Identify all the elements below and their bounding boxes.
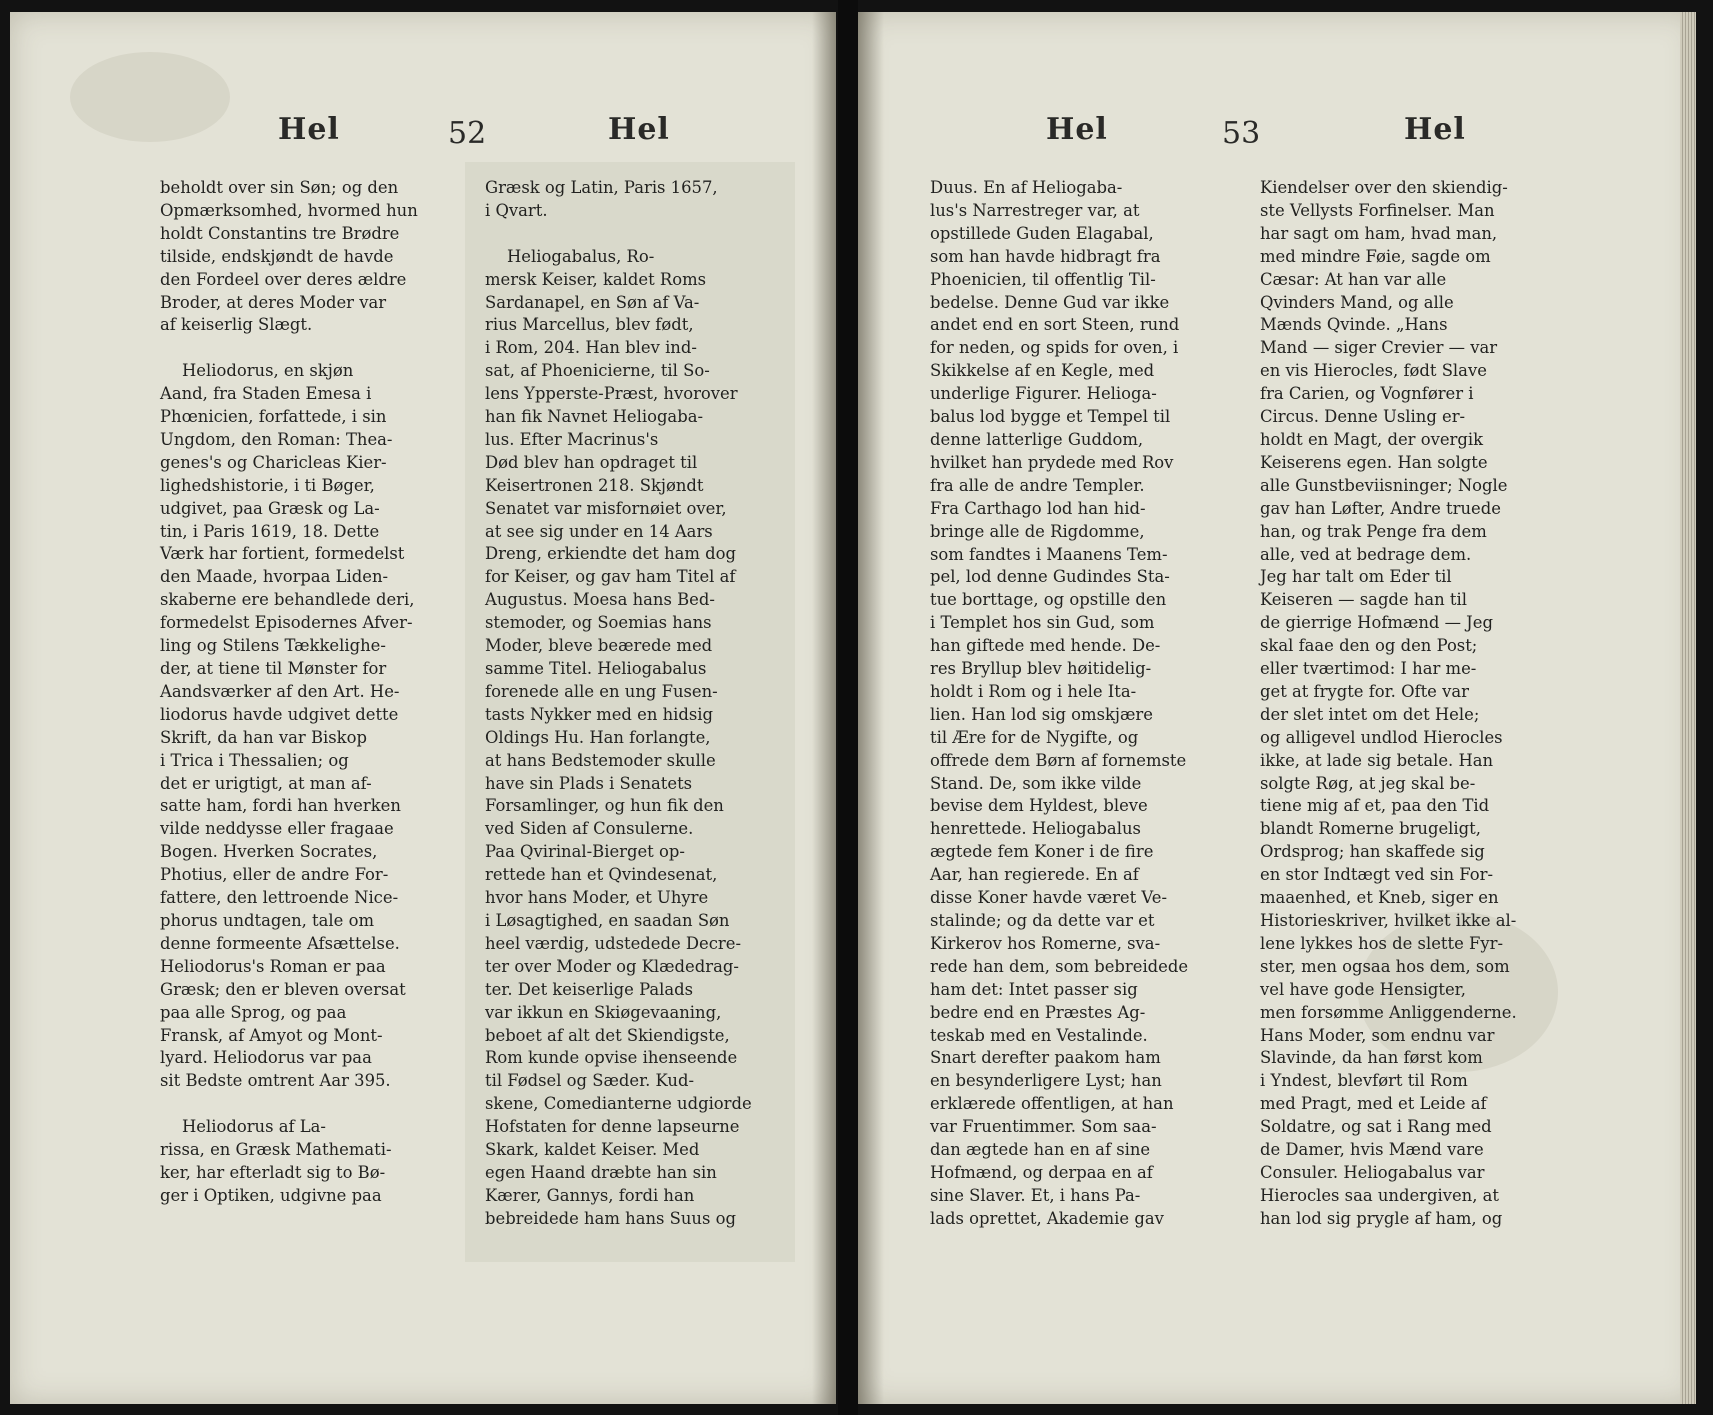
text-line: Augustus. Moesa hans Bed-: [485, 590, 715, 610]
text-line: tasts Nykker med en hidsig: [485, 704, 714, 724]
text-line: lene lykkes hos de slette Fyr-: [1260, 933, 1503, 953]
text-line: hvor hans Moder, et Uhyre: [485, 888, 709, 908]
text-line: Paa Qvirinal-Bierget op-: [485, 842, 685, 862]
text-line: Aar, han regierede. En af: [930, 865, 1139, 885]
text-line: med mindre Føie, sagde om: [1260, 246, 1491, 266]
text-line: opstillede Guden Elagabal,: [930, 223, 1154, 243]
text-line: var ikkun en Skiøgevaaning,: [485, 1002, 722, 1022]
text-line: en vis Hierocles, født Slave: [1260, 361, 1487, 381]
text-line: Ungdom, den Roman: Thea-: [160, 429, 393, 449]
text-line: vilde neddysse eller fragaae: [160, 819, 394, 839]
text-line: Hofstaten for denne lapseurne: [485, 1117, 740, 1137]
text-line: ter over Moder og Klædedrag-: [485, 956, 739, 976]
text-line: i Yndest, blevført til Rom: [1260, 1071, 1468, 1091]
text-line: Fra Carthago lod han hid-: [930, 498, 1146, 518]
running-head-right: Hel: [608, 112, 670, 147]
text-line: fattere, den lettroende Nice-: [160, 888, 399, 908]
text-line: rius Marcellus, blev født,: [485, 315, 694, 335]
text-line: skaberne ere behandlede deri,: [160, 590, 415, 610]
page-number: 52: [448, 116, 487, 151]
text-line: hvilket han prydede med Rov: [930, 452, 1174, 472]
text-line: Værk har fortient, formedelst: [160, 544, 405, 564]
text-line: Qvinders Mand, og alle: [1260, 292, 1454, 312]
text-line: Død blev han opdraget til: [485, 452, 698, 472]
text-line: for Keiser, og gav ham Titel af: [485, 567, 736, 587]
text-line: at hans Bedstemoder skulle: [485, 750, 716, 770]
text-line: en stor Indtægt ved sin For-: [1260, 865, 1493, 885]
text-line: rissa, en Græsk Mathemati-: [160, 1140, 392, 1160]
text-line: lens Ypperste-Præst, hvorover: [485, 384, 738, 404]
text-line: sat, af Phoenicierne, til So-: [485, 361, 710, 381]
text-line: offrede dem Børn af fornemste: [930, 750, 1187, 770]
text-line: tilside, endskjøndt de havde: [160, 246, 394, 266]
text-column-1: [930, 177, 1240, 1231]
text-line: have sin Plads i Senatets: [485, 773, 693, 793]
text-line: denne latterlige Guddom,: [930, 429, 1144, 449]
text-line: Græsk og Latin, Paris 1657,: [485, 178, 718, 197]
text-line: bebreidede ham hans Suus og: [485, 1208, 736, 1228]
text-line: skal faae den og den Post;: [1260, 636, 1478, 656]
text-line: den Fordeel over deres ældre: [160, 269, 407, 289]
text-line: de Damer, hvis Mænd vare: [1260, 1140, 1484, 1160]
text-line: bringe alle de Rigdomme,: [930, 521, 1145, 541]
text-line: denne formeente Afsættelse.: [160, 933, 400, 953]
text-line: rettede han et Qvindesenat,: [485, 865, 718, 885]
text-line: Snart derefter paakom ham: [930, 1048, 1161, 1068]
page-number: 53: [1222, 116, 1261, 151]
text-line: heel værdig, udstedede Decre-: [485, 933, 741, 953]
text-line: Rom kunde opvise ihenseende: [485, 1048, 738, 1068]
text-line: Heliodorus, en skjøn: [182, 361, 354, 381]
text-line: Heliodorus's Roman er paa: [160, 956, 386, 976]
text-line: get at frygte for. Ofte var: [1260, 681, 1469, 701]
paragraph-break: [485, 223, 793, 246]
text-line: til Fødsel og Sæder. Kud-: [485, 1071, 695, 1091]
text-line: en besynderligere Lyst; han: [930, 1071, 1162, 1091]
text-line: Fransk, af Amyot og Mont-: [160, 1025, 383, 1045]
text-line: Keiserens egen. Han solgte: [1260, 452, 1488, 472]
text-line: Keisertronen 218. Skjøndt: [485, 475, 704, 495]
text-line: Cæsar: At han var alle: [1260, 269, 1447, 289]
running-head-right: Hel: [1404, 112, 1466, 147]
text-line: skene, Comedianterne udgiorde: [485, 1094, 752, 1114]
text-line: egen Haand dræbte han sin: [485, 1162, 717, 1182]
text-line: Mænds Qvinde. „Hans: [1260, 315, 1448, 335]
text-line: han, og trak Penge fra dem: [1260, 521, 1487, 541]
text-line: phorus undtagen, tale om: [160, 910, 374, 930]
text-line: tin, i Paris 1619, 18. Dette: [160, 521, 380, 541]
text-line: balus lod bygge et Tempel til: [930, 407, 1171, 427]
text-line: tue borttage, og opstille den: [930, 590, 1167, 610]
paper-stain: [70, 52, 230, 142]
text-line: som fandtes i Maanens Tem-: [930, 544, 1168, 564]
text-line: Senatet var misfornøiet over,: [485, 498, 727, 518]
text-line: Græsk; den er bleven oversat: [160, 979, 406, 999]
text-line: udgivet, paa Græsk og La-: [160, 498, 380, 518]
text-line: med Pragt, med et Leide af: [1260, 1094, 1487, 1114]
text-line: ling og Stilens Tækkelighe-: [160, 636, 386, 656]
text-line: beholdt over sin Søn; og den: [160, 178, 399, 197]
text-line: han giftede med hende. De-: [930, 636, 1161, 656]
text-line: Consuler. Heliogabalus var: [1260, 1162, 1485, 1182]
text-line: andet end en sort Steen, rund: [930, 315, 1180, 335]
text-line: ægtede fem Koner i de fire: [930, 842, 1154, 862]
text-line: pel, lod denne Gudindes Sta-: [930, 567, 1170, 587]
text-line: der, at tiene til Mønster for: [160, 659, 387, 679]
text-line: Oldings Hu. Han forlangte,: [485, 727, 711, 747]
text-line: i Rom, 204. Han blev ind-: [485, 338, 697, 358]
text-line: res Bryllup blev høitidelig-: [930, 659, 1152, 679]
text-line: samme Titel. Heliogabalus: [485, 659, 707, 679]
text-line: ham det: Intet passer sig: [930, 979, 1138, 999]
text-line: bedre end en Præstes Ag-: [930, 1002, 1146, 1022]
text-line: fra alle de andre Templer.: [930, 475, 1145, 495]
text-line: i Trica i Thessalien; og: [160, 750, 349, 770]
text-line: stalinde; og da dette var et: [930, 911, 1155, 930]
text-line: eller tværtimod: I har me-: [1260, 659, 1477, 679]
left-page: [10, 12, 836, 1404]
text-line: lads oprettet, Akademie gav: [930, 1208, 1164, 1228]
text-line: mersk Keiser, kaldet Roms: [485, 269, 707, 289]
text-line: gav han Løfter, Andre truede: [1260, 498, 1501, 518]
text-line: disse Koner havde været Ve-: [930, 888, 1167, 908]
text-line: bedelse. Denne Gud var ikke: [930, 292, 1170, 312]
text-line: Skark, kaldet Keiser. Med: [485, 1140, 700, 1160]
paragraph-break: [160, 337, 455, 360]
text-line: rede han dem, som bebreidede: [930, 956, 1189, 976]
text-line: Circus. Denne Usling er-: [1260, 407, 1466, 427]
text-line: henrettede. Heliogabalus: [930, 819, 1141, 839]
right-page: [858, 12, 1696, 1404]
text-line: Aand, fra Staden Emesa i: [160, 384, 372, 404]
text-line: holdt en Magt, der overgik: [1260, 429, 1484, 449]
text-line: Kiendelser over den skiendig-: [1260, 178, 1508, 197]
text-line: ved Siden af Consulerne.: [485, 819, 694, 839]
text-line: erklærede offentligen, at han: [930, 1094, 1174, 1114]
text-line: sit Bedste omtrent Aar 395.: [160, 1071, 391, 1091]
text-line: Phoenicien, til offentlig Til-: [930, 269, 1156, 289]
text-line: ter. Det keiserlige Palads: [485, 979, 694, 999]
text-line: formedelst Episodernes Afver-: [160, 613, 413, 633]
text-line: Forsamlinger, og hun fik den: [485, 796, 724, 816]
text-line: til Ære for de Nygifte, og: [930, 727, 1139, 747]
text-line: Sardanapel, en Søn af Va-: [485, 292, 700, 312]
text-line: Dreng, erkiendte det ham dog: [485, 544, 737, 564]
text-line: satte ham, fordi han hverken: [160, 796, 401, 816]
text-line: holdt Constantins tre Brødre: [160, 223, 400, 243]
text-line: og alligevel undlod Hierocles: [1260, 727, 1503, 747]
text-line: alle, ved at bedrage dem.: [1260, 544, 1472, 564]
text-line: underlige Figurer. Helioga-: [930, 384, 1157, 404]
text-line: lien. Han lod sig omskjære: [930, 704, 1153, 724]
text-line: Soldatre, og sat i Rang med: [1260, 1117, 1492, 1137]
text-line: Kærer, Gannys, fordi han: [485, 1185, 695, 1205]
text-line: der slet intet om det Hele;: [1260, 704, 1480, 724]
text-line: lighedshistorie, i ti Bøger,: [160, 475, 375, 495]
text-line: lus. Efter Macrinus's: [485, 429, 659, 449]
book-gutter: [838, 0, 858, 1415]
text-line: teskab med en Vestalinde.: [930, 1025, 1148, 1045]
text-line: bevise dem Hyldest, bleve: [930, 796, 1148, 816]
text-line: vel have gode Hensigter,: [1260, 979, 1466, 999]
text-line: maaenhed, et Kneb, siger en: [1260, 888, 1499, 908]
text-line: fra Carien, og Vognfører i: [1260, 384, 1474, 404]
text-line: ker, har efterladt sig to Bø-: [160, 1162, 386, 1182]
text-line: som han havde hidbragt fra: [930, 246, 1161, 266]
text-line: i Løsagtighed, en saadan Søn: [485, 910, 730, 930]
text-line: lyard. Heliodorus var paa: [160, 1048, 372, 1068]
text-line: Hans Moder, som endnu var: [1260, 1025, 1495, 1045]
text-line: Stand. De, som ikke vilde: [930, 773, 1142, 793]
text-line: at see sig under en 14 Aars: [485, 521, 713, 541]
text-line: alle Gunstbeviisninger; Nogle: [1260, 475, 1508, 495]
text-line: Hofmænd, og derpaa en af: [930, 1162, 1153, 1182]
text-line: Heliogabalus, Ro-: [507, 246, 655, 266]
text-line: Opmærksomhed, hvormed hun: [160, 200, 418, 220]
text-line: i Templet hos sin Gud, som: [930, 613, 1155, 633]
text-line: de gierrige Hofmænd — Jeg: [1260, 613, 1493, 633]
text-line: tiene mig af et, paa den Tid: [1260, 796, 1490, 816]
text-line: beboet af alt det Skiendigste,: [485, 1025, 730, 1045]
text-line: for neden, og spids for oven, i: [930, 338, 1179, 358]
text-line: Jeg har talt om Eder til: [1260, 567, 1452, 587]
text-line: Heliodorus af La-: [182, 1117, 326, 1137]
text-column-2: [485, 177, 793, 1231]
text-line: var Fruentimmer. Som saa-: [930, 1117, 1157, 1137]
text-line: genes's og Charicleas Kier-: [160, 452, 387, 472]
text-line: solgte Røg, at jeg skal be-: [1260, 773, 1476, 793]
text-line: lus's Narrestreger var, at: [930, 200, 1140, 220]
text-line: paa alle Sprog, og paa: [160, 1002, 347, 1022]
text-line: Historieskriver, hvilket ikke al-: [1260, 911, 1517, 930]
text-line: Keiseren — sagde han til: [1260, 590, 1468, 610]
text-line: sine Slaver. Et, i hans Pa-: [930, 1185, 1141, 1205]
text-line: den Maade, hvorpaa Liden-: [160, 567, 389, 587]
text-line: dan ægtede han en af sine: [930, 1140, 1151, 1160]
text-column-2: [1260, 177, 1578, 1231]
text-line: men forsømme Anliggenderne.: [1260, 1002, 1517, 1022]
text-line: Broder, at deres Moder var: [160, 292, 387, 312]
text-line: Moder, bleve beærede med: [485, 636, 713, 656]
text-line: blandt Romerne brugeligt,: [1260, 819, 1481, 839]
text-line: forenede alle en ung Fusen-: [485, 681, 718, 701]
text-line: stemoder, og Soemias hans: [485, 613, 712, 633]
text-line: Bogen. Hverken Socrates,: [160, 842, 378, 862]
text-line: holdt i Rom og i hele Ita-: [930, 681, 1137, 701]
text-line: Skrift, da han var Biskop: [160, 727, 367, 747]
text-line: han lod sig prygle af ham, og: [1260, 1208, 1503, 1228]
text-line: Phœnicien, forfattede, i sin: [160, 407, 387, 427]
text-line: ster, men ogsaa hos dem, som: [1260, 956, 1510, 976]
text-line: Aandsværker af den Art. He-: [160, 681, 400, 701]
running-head-left: Hel: [278, 112, 340, 147]
text-line: i Qvart.: [485, 200, 548, 220]
paragraph-break: [160, 1093, 455, 1116]
text-line: ikke, at lade sig betale. Han: [1260, 750, 1494, 770]
text-column-1: [160, 177, 455, 1208]
text-line: har sagt om ham, hvad man,: [1260, 223, 1498, 243]
text-line: Mand — siger Crevier — var: [1260, 338, 1498, 358]
text-line: Hierocles saa undergiven, at: [1260, 1185, 1500, 1205]
text-line: Skikkelse af en Kegle, med: [930, 361, 1155, 381]
text-line: ste Vellysts Forfinelser. Man: [1260, 200, 1495, 220]
text-line: det er urigtigt, at man af-: [160, 773, 372, 793]
running-head-left: Hel: [1046, 112, 1108, 147]
text-line: af keiserlig Slægt.: [160, 315, 313, 335]
text-line: liodorus havde udgivet dette: [160, 704, 399, 724]
text-line: Duus. En af Heliogaba-: [930, 178, 1123, 197]
text-line: han fik Navnet Heliogaba-: [485, 407, 704, 427]
text-line: Slavinde, da han først kom: [1260, 1048, 1483, 1068]
text-line: Ordsprog; han skaffede sig: [1260, 842, 1485, 862]
text-line: Photius, eller de andre For-: [160, 865, 389, 885]
text-line: Kirkerov hos Romerne, sva-: [930, 933, 1161, 953]
text-line: ger i Optiken, udgivne paa: [160, 1185, 382, 1205]
